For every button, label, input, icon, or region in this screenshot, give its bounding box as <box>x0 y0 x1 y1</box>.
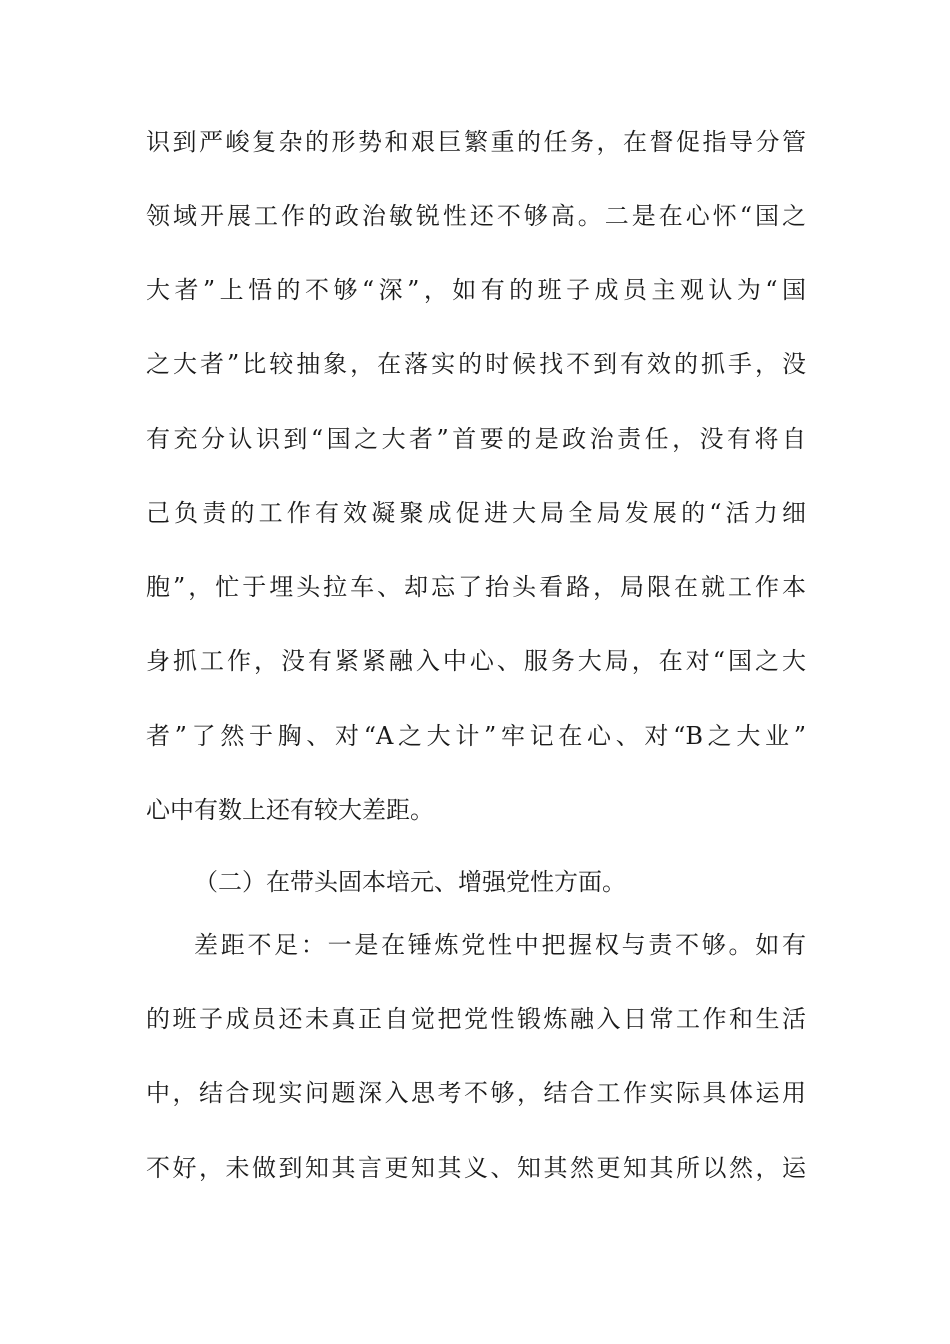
body-text-line: 大者”上悟的不够“深”，如有的班子成员主观认为“国 <box>146 276 806 304</box>
body-text-line: 领域开展工作的政治敏锐性还不够高。二是在心怀“国之 <box>146 202 806 230</box>
body-text-line: 胞”，忙于埋头拉车、却忘了抬头看路，局限在就工作本 <box>146 573 806 601</box>
body-text-line: 者”了然于胸、对“A之大计”牢记在心、对“B之大业” <box>146 722 806 750</box>
body-text-line: 识到严峻复杂的形势和艰巨繁重的任务，在督促指导分管 <box>146 128 806 156</box>
body-text-line: 己负责的工作有效凝聚成促进大局全局发展的“活力细 <box>146 499 806 527</box>
section-heading: （二）在带头固本培元、增强党性方面。 <box>194 868 626 896</box>
body-text-line: 身抓工作，没有紧紧融入中心、服务大局，在对“国之大 <box>146 647 806 675</box>
body-text-line: 有充分认识到“国之大者”首要的是政治责任，没有将自 <box>146 425 806 453</box>
body-text-line: 差距不足：一是在锤炼党性中把握权与责不够。如有 <box>194 931 806 959</box>
body-text-line: 中，结合现实问题深入思考不够，结合工作实际具体运用 <box>146 1079 806 1107</box>
body-text-line: 心中有数上还有较大差距。 <box>146 796 434 824</box>
body-text-line: 的班子成员还未真正自觉把党性锻炼融入日常工作和生活 <box>146 1005 806 1033</box>
body-text-line: 不好，未做到知其言更知其义、知其然更知其所以然，运 <box>146 1154 806 1182</box>
body-text-line: 之大者”比较抽象，在落实的时候找不到有效的抓手，没 <box>146 350 806 378</box>
